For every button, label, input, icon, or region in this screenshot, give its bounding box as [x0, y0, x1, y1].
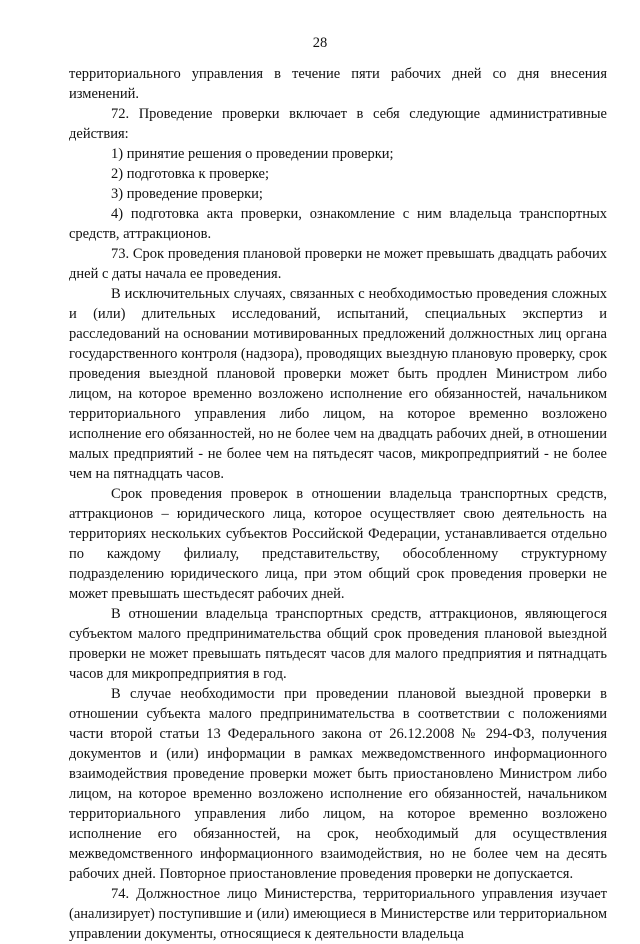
list-item-1: 1) принятие решения о проведении проверки;: [111, 146, 394, 162]
list-item-4: 4) подготовка акта проверки, ознакомление с ним владельца транспортных средств, аттракционов.: [69, 206, 607, 242]
page-number: 28: [312, 35, 328, 51]
paragraph-72: 72. Проведение проверки включает в себя следующие административные действия:: [69, 106, 607, 142]
paragraph-multiple-regions: Срок проведения проверок в отношении владельца транспортных средств, аттракционов – юридического лица, которое осуществляет свою деятельность на территориях нескольких субъектов Российской Федерации, устанавливается отдельно по каждому филиалу, представительству, обособленному структурному подразделению юридического лица, при этом общий срок проведения проверки не может превышать шестьдесят рабочих дней.: [69, 486, 607, 602]
list-item-3: 3) проведение проверки;: [111, 186, 263, 202]
paragraph-73: 73. Срок проведения плановой проверки не может превышать двадцать рабочих дней с даты начала ее проведения.: [69, 246, 607, 282]
paragraph-exceptional-cases: В исключительных случаях, связанных с необходимостью проведения сложных и (или) длительных исследований, испытаний, специальных экспертиз и расследований на основании мотивированных предложений должностных лиц органа государственного контроля (надзора), проводящих выездную плановую проверку, срок проведения выездной плановой проверки может быть продлен Министром либо лицом, на которое временно возложено исполнение его обязанностей, начальником территориального управления либо лицом, на которое временно возложено исполнение его обязанностей, но не более чем на двадцать рабочих дней, в отношении малых предприятий - не более чем на пятьдесят часов, микропредприятий - не более чем на пятнадцать часов.: [69, 286, 607, 482]
paragraph-suspension: В случае необходимости при проведении плановой выездной проверки в отношении субъекта малого предпринимательства в соответствии с положениями части второй статьи 13 Федерального закона от 26.12.2008 № 294-ФЗ, получения документов и (или) информации в рамках межведомственного информационного взаимодействия проведение проверки может быть приостановлено Министром либо лицом, на которое временно возложено исполнение его обязанностей, начальником территориального управления либо лицом, на которое временно возложено исполнение его обязанностей, на срок, необходимый для осуществления межведомственного информационного взаимодействия, но не более чем на десять рабочих дней. Повторное приостановление проведения проверки не допускается.: [69, 686, 607, 882]
list-item-2: 2) подготовка к проверке;: [111, 166, 269, 182]
document-body: [69, 64, 607, 944]
paragraph-continuation: территориального управления в течение пяти рабочих дней со дня внесения изменений.: [69, 66, 607, 102]
paragraph-small-business: В отношении владельца транспортных средств, аттракционов, являющегося субъектом малого предпринимательства общий срок проведения плановой выездной проверки не может превышать пятьдесят часов для малого предприятия и пятнадцать часов для микропредприятия в год.: [69, 606, 607, 682]
paragraph-74: 74. Должностное лицо Министерства, территориального управления изучает (анализирует) поступившие и (или) имеющиеся в Министерстве или территориальном управлении документы, относящиеся к деятельности владельца: [69, 886, 607, 942]
